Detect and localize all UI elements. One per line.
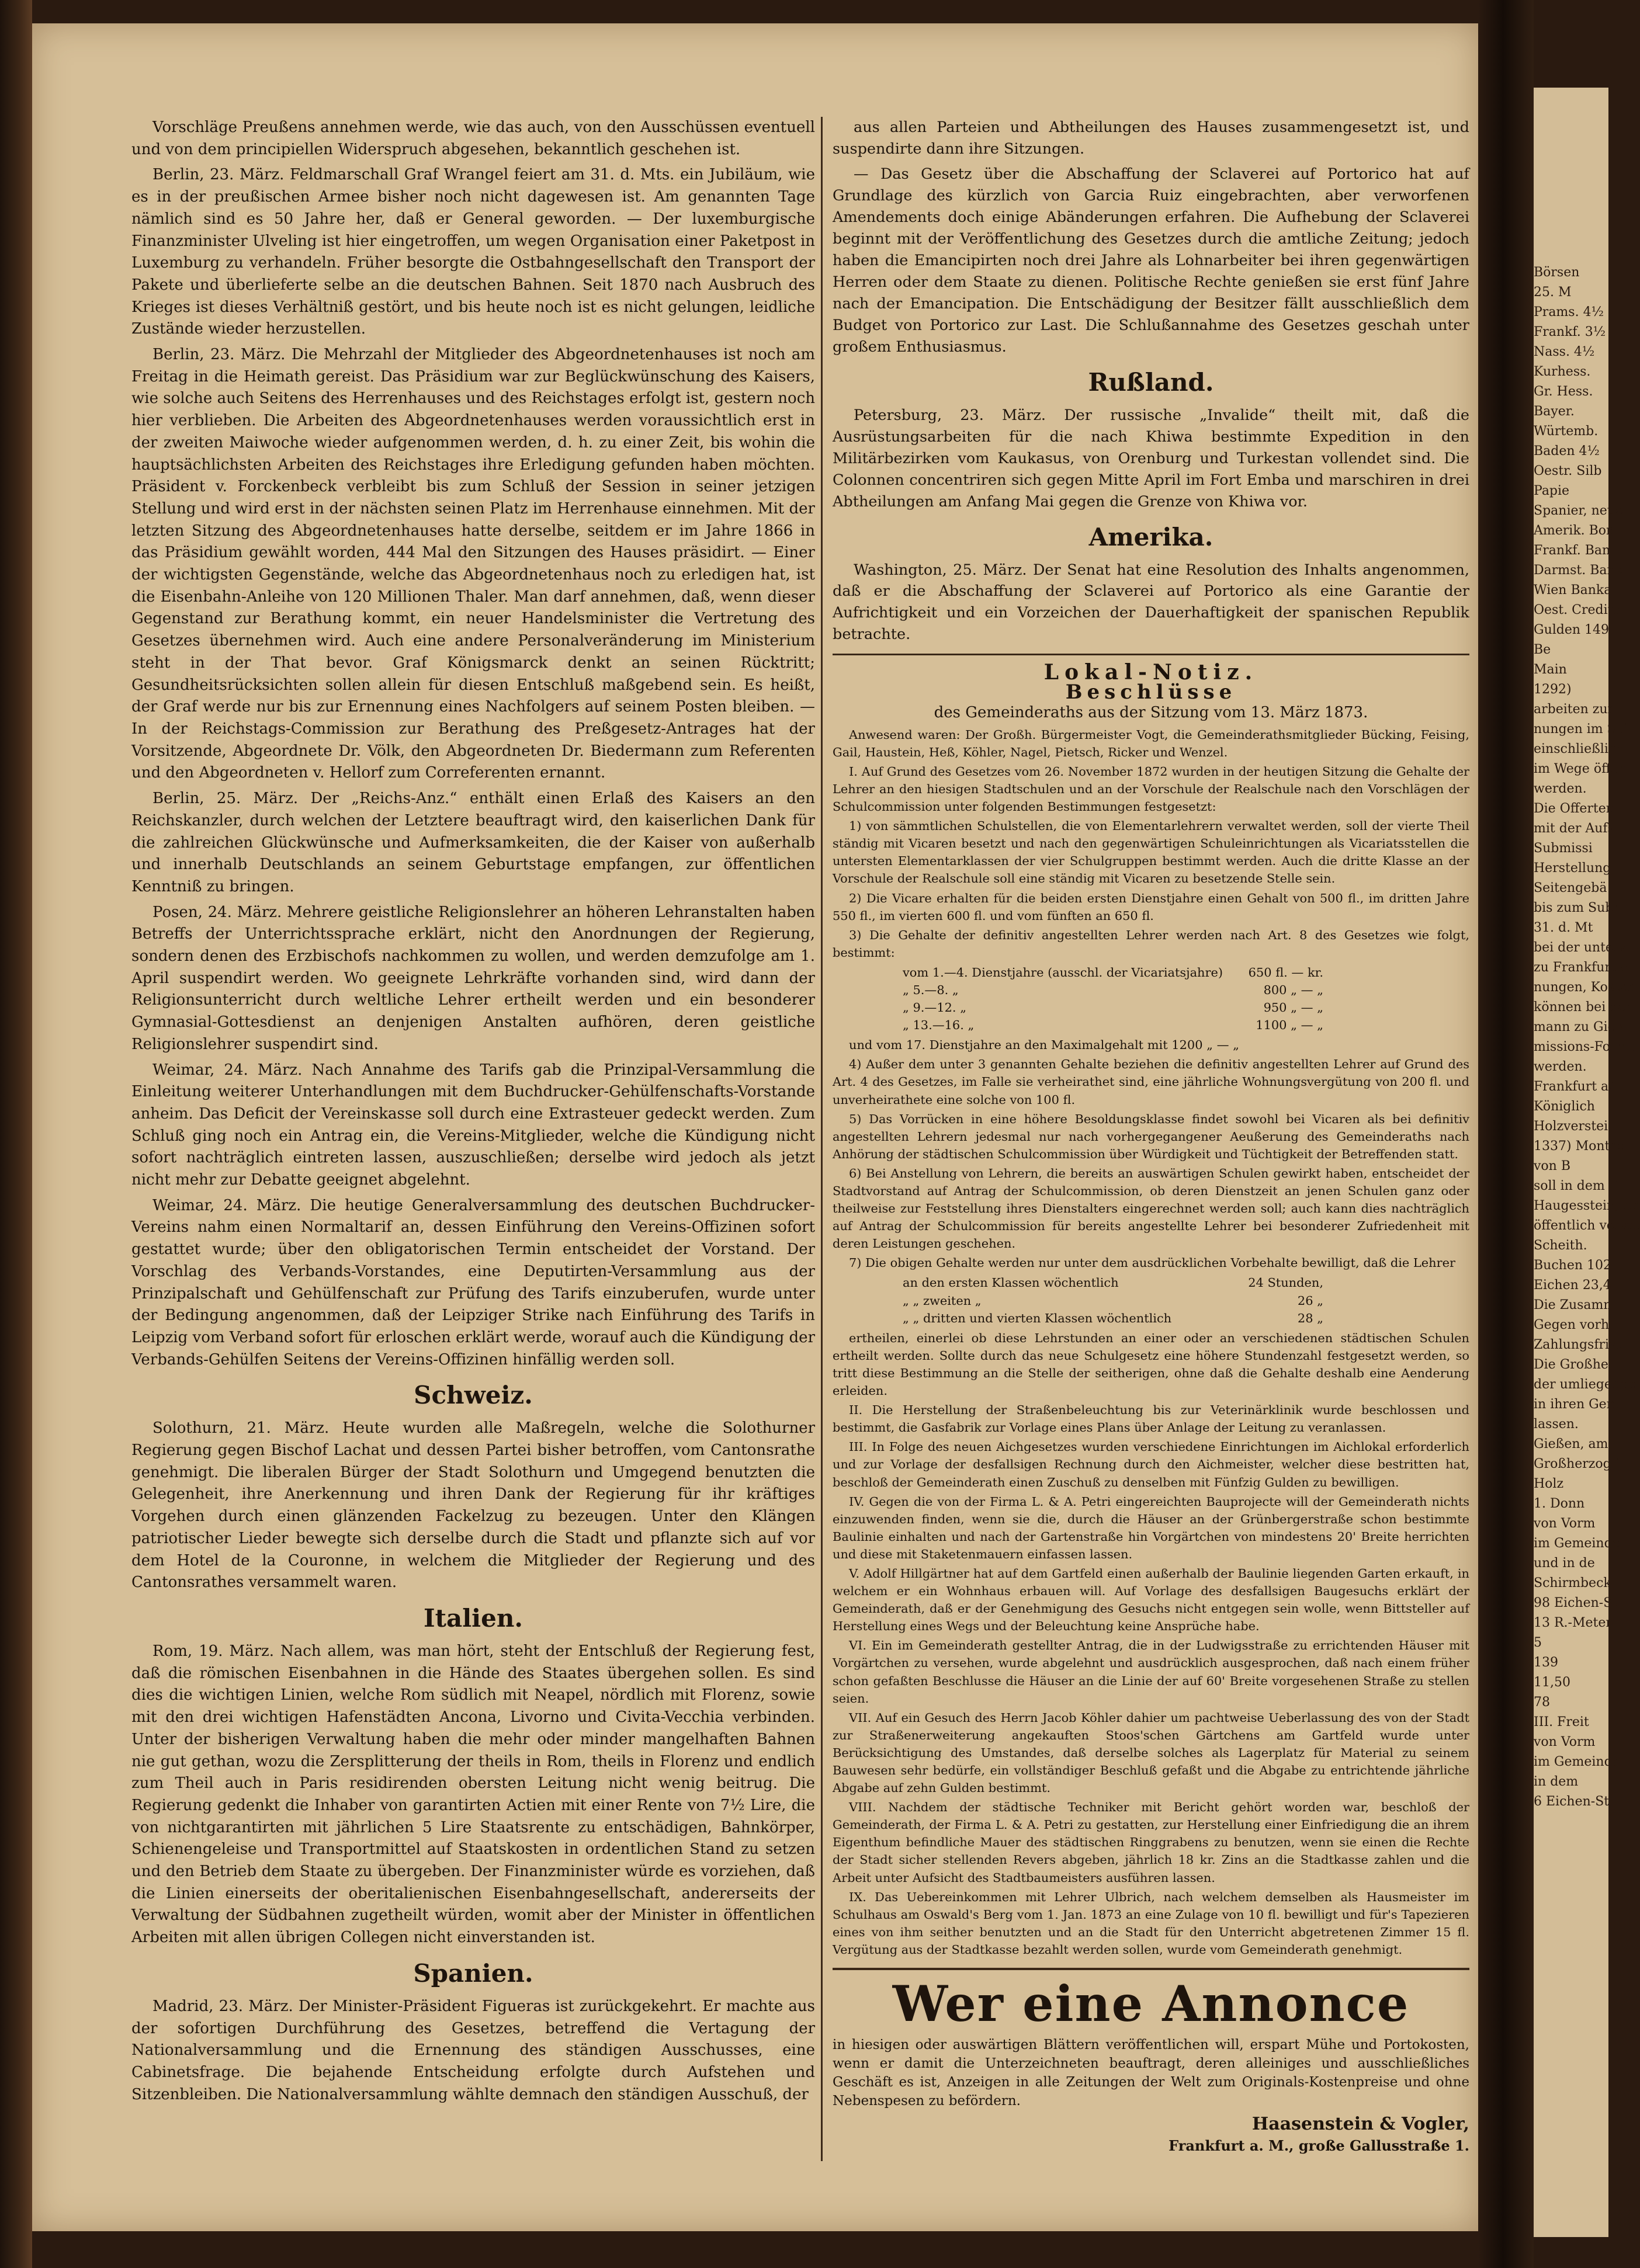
adjacent-fragment: missions-Formu — [1534, 1040, 1637, 1054]
adjacent-fragment: Eichen 23,4 — [1534, 1278, 1611, 1293]
adjacent-fragment: 139 — [1534, 1655, 1558, 1670]
adjacent-fragment: Spanier, neue — [1534, 503, 1623, 518]
adjacent-fragment: im Gemeinde — [1534, 1536, 1620, 1551]
book-spine — [0, 0, 32, 2268]
adjacent-fragment: bei der unterz — [1534, 940, 1627, 955]
section-heading-italien: Italien. — [423, 1604, 523, 1633]
adjacent-fragment: Buchen 102 — [1534, 1258, 1611, 1273]
notiz-paragraph: 7) Die obigen Gehalte werden nur unter dem ausdrücklichen Vorbehalte bewilligt, daß die Lehrer — [849, 1256, 1456, 1270]
salary-amount: 800 „ — „ — [1263, 982, 1323, 997]
adjacent-fragment: Darmst. Bank — [1534, 563, 1624, 578]
adjacent-fragment: arbeiten zur — [1534, 702, 1614, 717]
notiz-paragraph: 5) Das Vorrücken in eine höhere Besoldungsklasse findet sowohl bei Vicaren als bei definitiv angestellten Lehrern jedesmal nur nach vorhergegangener Aeußerung des Gemeinderaths nach Anhörung der städtischen Schulcommission über Würdigkeit und Tüchtigkeit der Betreffenden statt. — [833, 1112, 1469, 1161]
ad-headline: Wer eine Annonce — [892, 1975, 1410, 2033]
adjacent-fragment: 98 Eichen-St — [1534, 1596, 1618, 1610]
adjacent-fragment: 31. d. Mt — [1534, 921, 1593, 935]
hours-row — [903, 1292, 1323, 1310]
adjacent-fragment: Würtemb. — [1534, 424, 1599, 439]
adjacent-fragment: Scheith. — [1534, 1238, 1587, 1253]
adjacent-fragment: werden. — [1534, 782, 1587, 796]
adjacent-fragment: lassen. — [1534, 1417, 1579, 1432]
article-paragraph: — Das Gesetz über die Abschaffung der Sclaverei auf Portorico hat auf Grundlage des kürzlich von Garcia Ruiz eingebrachten, aber verworfenen Amendements doch einige Abänderungen erfahren. Die Aufhebung der Sclaverei beginnt mit der Veröffentlichung des Gesetzes durch die amtliche Zeitung; jedoch haben die Emancipirten noch drei Jahre als Lohnarbeiter bei ihren gegenwärtigen Herren oder dem Staate zu dienen. Politische Rechte genießen sie erst fünf Jahre nach der Emancipation. Die Entschädigung der Besitzer fällt ausschließlich dem Budget von Portorico zur Last. Die Schlußannahme des Gesetzes geschah unter großem Enthusiasmus. — [833, 165, 1469, 356]
salary-amount: 1100 „ — „ — [1256, 1018, 1323, 1033]
notiz-paragraph: VI. Ein im Gemeinderath gestellter Antrag, die in der Ludwigsstraße zu errichtenden Häuser mit Vorgärtchen zu versehen, wurde abgelehnt und ausdrücklich ausgesprochen, daß nach einem früher schon gefaßten Beschlusse die Häuser an die Linie der auf 60' Breite vorgesehenen Straße zu stellen seien. — [833, 1638, 1469, 1706]
adjacent-fragment: Holzverstei — [1534, 1119, 1608, 1134]
adjacent-fragment: in dem — [1534, 1774, 1579, 1789]
adjacent-fragment: mit der Aufs — [1534, 821, 1614, 836]
advertisement — [833, 1968, 1469, 2157]
adjacent-fragment: von Vorm — [1534, 1516, 1596, 1531]
adjacent-fragment: Haugesstein, no — [1534, 1199, 1639, 1213]
adjacent-fragment: bis zum Subm — [1534, 901, 1626, 915]
adjacent-fragment: 6 Eichen-St — [1534, 1794, 1610, 1809]
section-heading-schweiz: Schweiz. — [414, 1381, 533, 1410]
adjacent-fragment: öffentlich verste — [1534, 1218, 1640, 1233]
notiz-paragraph: 2) Die Vicare erhalten für die beiden ersten Dienstjahre einen Gehalt von 500 fl., im dritten Jahre 550 fl., im vierten 600 fl. und vom fünften an 650 fl. — [833, 891, 1469, 923]
adjacent-fragment: von Vorm — [1534, 1735, 1596, 1749]
adjacent-fragment: zu Frankfurt a — [1534, 960, 1628, 975]
section-heading-russland: Rußland. — [1088, 367, 1214, 397]
salary-row — [903, 981, 1323, 999]
salary-row — [903, 999, 1323, 1016]
notiz-date-line: des Gemeinderaths aus der Sitzung vom 13. März 1873. — [934, 703, 1368, 721]
notiz-paragraph: Anwesend waren: Der Großh. Bürgermeister Vogt, die Gemeinderathsmitglieder Bücking, Feising, Gail, Haustein, Heß, Köhler, Nagel, Pietsch, Ricker und Wenzel. — [833, 727, 1469, 759]
adjacent-fragment: Schirmbeck — [1534, 1576, 1611, 1590]
adjacent-fragment: werden. — [1534, 1060, 1587, 1074]
section-heading-spanien: Spanien. — [413, 1958, 533, 1988]
salary-amount: 650 fl. — kr. — [1248, 965, 1323, 980]
notiz-paragraph: ertheilen, einerlei ob diese Lehrstunden an einer oder an verschiedenen städtischen Schulen ertheilt werden. Sollte durch das neue Schulgesetz eine höhere Stundenzahl festgesetzt werden, so tritt diese Bestimmung an die Stelle der seitherigen, ohne daß die Gehalte deshalb eine Aenderung erleiden. — [833, 1331, 1469, 1398]
notiz-paragraph: 4) Außer dem unter 3 genannten Gehalte beziehen die definitiv angestellten Lehrer auf Grund des Art. 4 des Gesetzes, im Falle sie verheirathet sind, eine jährliche Wohnungsvergütung von 200 fl. und unverheirathete eine solche von 100 fl. — [833, 1057, 1469, 1107]
adjacent-fragment: 1292) — [1534, 682, 1572, 697]
article-paragraph: Rom, 19. März. Nach allem, was man hört, steht der Entschluß der Regierung fest, daß die römischen Eisenbahnen in die Hände des Staates übergehen sollen. Es sind dies die wichtigen Linien, welche Rom südlich mit Neapel, nördlich mit Florenz, sowie mit den drei wichtigen Hafenstädten Ancona, Livorno und Civita-Vecchia verbinden. Unter der bisherigen Verwaltung haben die mehr oder minder mangelhaften Bahnen nie gut gethan, wozu die Zersplitterung der theils in Rom, theils in Florenz und endlich zum Theil auch in Paris residirenden obersten Leitung nicht wenig beitrug. Die Regierung gedenkt die Inhaber von garantirten Actien mit einer Rente von 7½ Lire, die von nichtgarantirten mit jährlichen 5 Lire Staatsrente zu entschädigen, Bahnkörper, Schienengeleise und Transportmittel auf Staatskosten in ordentlichen Stand zu setzen und den Betrieb dem Staate zu übergeben. Der Finanzminister würde es vorziehen, daß die Linien einerseits der oberitalienischen Eisenbahngesellschaft, andererseits der Verwaltung der Südbahnen zugetheilt würden, womit aber der Minister in öffentlichen Arbeiten mit allen übrigen Collegen nicht einverstanden ist. — [131, 1642, 815, 1947]
adjacent-fragment: nungen im Sei — [1534, 722, 1628, 737]
notiz-subtitle: Beschlüsse — [1065, 680, 1237, 704]
adjacent-fragment: Be — [1534, 642, 1551, 657]
adjacent-fragment: im Gemeinde — [1534, 1755, 1620, 1769]
adjacent-fragment: Zahlungsfrist — [1534, 1338, 1621, 1352]
adjacent-fragment: Gegen vorh — [1534, 1318, 1610, 1332]
adjacent-fragment: Prams. 4½ — [1534, 305, 1604, 319]
adjacent-fragment: Holz — [1534, 1477, 1564, 1491]
ad-address: Frankfurt a. M., große Gallusstraße 1. — [1169, 2137, 1469, 2154]
notiz-paragraph: und vom 17. Dienstjahre an den Maximalgehalt mit 1200 „ — „ — [849, 1038, 1239, 1053]
adjacent-fragment: Königlich — [1534, 1099, 1595, 1114]
adjacent-fragment: nungen, Kosten — [1534, 980, 1636, 995]
notiz-paragraph: IX. Das Uebereinkommen mit Lehrer Ulbrich, nach welchem demselben als Hausmeister im Schulhaus am Oswald's Berg vom 1. Jan. 1873 an eine Zulage von 10 fl. bewilligt und für's Tapezieren eines von ihm seither benutzten und an die Stadt für den Unterricht abgetretenen Zimmer 15 fl. Vergütung aus der Stadtkasse bezahlt werden sollen, wurde vom Gemeinderath genehmigt. — [833, 1890, 1469, 1957]
adjacent-fragment: und in de — [1534, 1556, 1595, 1571]
hours-row — [903, 1274, 1323, 1291]
salary-amount: 950 „ — „ — [1263, 1001, 1323, 1015]
article-paragraph: Madrid, 23. März. Der Minister-Präsident Figueras ist zurückgekehrt. Er machte aus der sofortigen Durchführung des Gesetzes, betreffend die Vertagung der Nationalversammlung und die Ernennung des ständigen Ausschusses, eine Cabinetsfrage. Die bejahende Entscheidung erfolgte durch Aufstehen und Sitzenbleiben. Die Nationalversammlung wählte demnach den ständigen Ausschuß, der — [131, 1997, 815, 2103]
article-paragraph: Weimar, 24. März. Die heutige Generalversammlung des deutschen Buchdrucker-Vereins nahm einen Normaltarif an, dessen Einführung den Vereins-Offizinen sofort gestattet wurde; über den obligatorischen Termin entscheidet der Vorstand. Der Vorschlag des Verbands-Vorstandes, eine Deputirten-Versammlung aus der Prinzipalschaft und Gehülfenschaft zur Prüfung des Tarifs einzuberufen, wurde unter der Bedingung angenommen, daß der Leipziger Strike nach Einführung des Tarifs in Leipzig vom Verband sofort für erloschen erklärt werde, worauf auch die Kündigung der Verbands-Gehülfen Seitens der Vereins-Offizinen hinfällig werden soll. — [131, 1196, 815, 1369]
adjacent-fragment: Oest. Credita — [1534, 603, 1621, 617]
adjacent-fragment: Seitengebä — [1534, 881, 1607, 895]
salary-range: „ 13.—16. „ — [903, 1018, 975, 1033]
adjacent-fragment: Submissi — [1534, 841, 1593, 856]
adjacent-page-fragments — [1534, 263, 1640, 1812]
hours-value: 28 „ — [1297, 1311, 1323, 1325]
adjacent-fragment: Die Zusamm — [1534, 1298, 1616, 1312]
notiz-paragraph: 1) von sämmtlichen Schulstellen, die von Elementarlehrern verwaltet werden, soll der vierte Theil ständig mit Vicaren besetzt und nach den gegenwärtigen Schuleinrichtungen als Vicariatsstellen die untersten Elementarklassen der vier Schulgruppen bestimmt werden. Auch die dritte Klasse an der Vorschule der Realschule soll eine ständig mit Vicaren zu besetzende Stelle sein. — [833, 819, 1469, 886]
adjacent-fragment: Nass. 4½ — [1534, 345, 1595, 359]
notiz-paragraph: II. Die Herstellung der Straßenbeleuchtung bis zur Veterinärklinik wurde beschlossen und bestimmt, die Gasfabrik zur Vorlage eines Plans über Anlage der Leitung zu veranlassen. — [833, 1403, 1469, 1435]
article-paragraph: Solothurn, 21. März. Heute wurden alle Maßregeln, welche die Solothurner Regierung gegen Bischof Lachat und dessen Partei bisher betroffen, vom Cantonsrathe genehmigt. Die liberalen Bürger der Stadt Solothurn und Umgegend benutzten die Gelegenheit, ihre Anerkennung und ihren Dank der Regierung für ihr kräftiges Vorgehen durch einen glänzenden Fackelzug zu bezeugen. Unter den Klängen patriotischer Lieder bewegte sich derselbe durch die Stadt und pflanzte sich auf vor dem Hotel de la Couronne, in welchem die Mitglieder der Regierung und des Cantonsrathes versammelt waren. — [131, 1419, 815, 1592]
article-paragraph: Washington, 25. März. Der Senat hat eine Resolution des Inhalts angenommen, daß er die Abschaffung der Sclaverei auf Portorico als eine Garantie der Aufrichtigkeit und ein Vorzeichen der Dauerhaftigkeit der spanischen Republik betrachte. — [833, 561, 1469, 644]
article-paragraph: Posen, 24. März. Mehrere geistliche Religionslehrer an höheren Lehranstalten haben Betreffs der Unterrichtssprache erklärt, nicht den Anordnungen der Regierung, sondern denen des Erzbischofs nachkommen zu wollen, und werden demzufolge am 1. April suspendirt werden. Wo geeignete Lehrkräfte vorhanden sind, wird dann der Religionsunterricht durch weltliche Lehrer ertheilt werden und ein besonderer Gymnasial-Gottesdienst an denjenigen Anstalten aufhören, deren geistliche Religionslehrer suspendirt sind. — [131, 903, 815, 1053]
adjacent-fragment: von B — [1534, 1159, 1571, 1173]
adjacent-fragment: III. Freit — [1534, 1715, 1589, 1729]
notiz-paragraph: 6) Bei Anstellung von Lehrern, die bereits an auswärtigen Schulen gewirkt haben, entscheidet der Stadtvorstand auf Antrag der Schulcommission, ob deren Dienstzeit an jenen Schulen ganz oder theilweise zur Feststellung ihres Dienstalters eingerechnet werden soll; auch kann dies nachträglich auf Antrag der Schulcommission für bereits angestellte Lehrer bei besonderer Zufriedenheit mit deren Leistungen geschehen. — [833, 1166, 1469, 1251]
section-heading-amerika: Amerika. — [1088, 522, 1213, 551]
adjacent-fragment: 1. Donn — [1534, 1496, 1585, 1511]
lokal-notiz — [833, 654, 1469, 1958]
adjacent-fragment: Gießen, am — [1534, 1437, 1608, 1451]
hours-label: „ „ zweiten „ — [903, 1293, 982, 1308]
notiz-paragraph: VIII. Nachdem der städtische Techniker mit Bericht gehört worden war, beschloß der Gemeinderath, der Firma L. & A. Petri zu gestatten, zur Herstellung einer Einfriedigung die an ihrem Eigenthum befindliche Mauer des städtischen Ringgrabens zu benutzen, wenn sie einen die Rechte der Stadt sicher stellenden Revers abgeben, jährlich 18 kr. Zins an die Stadtkasse zahlen und die Arbeit unter Aufsicht des Stadtbaumeisters ausführen lassen. — [833, 1800, 1469, 1885]
adjacent-fragment: 13 R.-Meter — [1534, 1616, 1612, 1630]
adjacent-fragment: mann zu Gieß — [1534, 1020, 1624, 1034]
left-column — [131, 117, 815, 2109]
book-gutter — [1478, 0, 1534, 2268]
adjacent-page — [1534, 88, 1640, 2237]
notiz-paragraph: IV. Gegen die von der Firma L. & A. Petri eingereichten Bauprojecte will der Gemeinderath nichts einzuwenden finden, wenn sie die, durch die Häuser an der Grünbergerstraße schon bestimmte Baulinie einhalten und nach der Gartenstraße hin Vorgärtchen von mindestens 20' Breite herrichten und diese mit Staketenmauern einfassen lassen. — [833, 1494, 1469, 1561]
right-column — [833, 117, 1469, 2157]
article-paragraph: Berlin, 23. März. Feldmarschall Graf Wrangel feiert am 31. d. Mts. ein Jubiläum, wie es in der preußischen Armee bisher noch nicht dagewesen ist. Am genannten Tage nämlich sind es 50 Jahre her, daß er General geworden. — Der luxemburgische Finanzminister Ulveling ist hier eingetroffen, um wegen Organisation einer Paketpost in Luxemburg zu verhandeln. Früher besorgte die Ostbahngesellschaft den Transport der Pakete und überlieferte selbe an die deutschen Bahnen. Seit 1870 nach Ausbruch des Krieges ist dieses Verhältniß gestört, und bis heute noch ist es nicht gelungen, leidliche Zustände wieder herzustellen. — [131, 166, 815, 338]
article-paragraph: Berlin, 25. März. Der „Reichs-Anz.“ enthält einen Erlaß des Kaisers an den Reichskanzler, durch welchen der Letztere beauftragt wird, den kaiserlichen Dank für die zahlreichen Glückwünsche und Aufmerksamkeiten, die der Kaiser von außerhalb und innerhalb Deutschlands an seinem Geburtstage empfangen, zur öffentlichen Kenntniß zu bringen. — [131, 790, 815, 895]
adjacent-fragment: Die Großhe — [1534, 1357, 1608, 1372]
adjacent-fragment: Frankfurt a/ — [1534, 1079, 1613, 1094]
adjacent-fragment: Börsen — [1534, 265, 1580, 280]
notiz-paragraph: VII. Auf ein Gesuch des Herrn Jacob Köhler dahier um pachtweise Ueberlassung des von der Stadt zur Straßenerweiterung angekauften Stoos'schen Gärtchens am Gartfeld wurde unter Berücksichtigung des Umstandes, daß derselbe solches als Lagerplatz für Material zu seinem Bauwesen sehr bedürfe, ein vollständiger Beschluß gefaßt und die Abgabe zu entrichtende jährliche Abgabe auf zehn Gulden bestimmt. — [833, 1710, 1469, 1795]
salary-range: „ 5.—8. „ — [903, 982, 959, 997]
adjacent-fragment: 25. M — [1534, 285, 1572, 300]
notiz-paragraph: 3) Die Gehalte der definitiv angestellten Lehrer werden nach Art. 8 des Gesetzes wie folgt, bestimmt: — [833, 928, 1469, 960]
adjacent-fragment: Gr. Hess. — [1534, 384, 1593, 399]
adjacent-fragment: Main — [1534, 662, 1567, 677]
adjacent-fragment: 11,50 — [1534, 1675, 1570, 1690]
adjacent-fragment: Die Offerten — [1534, 801, 1614, 816]
adjacent-fragment: Frankf. Ban — [1534, 543, 1611, 558]
hours-row — [903, 1310, 1323, 1327]
adjacent-fragment: Bayer. — [1534, 404, 1575, 419]
adjacent-fragment: Frankf. 3½ — [1534, 325, 1606, 339]
column-divider — [821, 117, 823, 2161]
hours-table — [903, 1274, 1469, 1326]
salary-row — [903, 1016, 1323, 1034]
salary-range: „ 9.—12. „ — [903, 1001, 967, 1015]
hours-value: 26 „ — [1297, 1293, 1323, 1308]
article-paragraph: Weimar, 24. März. Nach Annahme des Tarifs gab die Prinzipal-Versammlung die Einleitung weiterer Unterhandlungen mit dem Buchdrucker-Gehülfenschafts-Vorstande anheim. Das Deficit der Vereinskasse soll durch eine Extrasteuer gedeckt werden. Zum Schluß ging noch ein Antrag ein, die Vereins-Mitglieder, welche die Kündigung nicht sofort nachträglich eintreten lassen, auszuschließen; derselbe wird jedoch als jetzt nicht mehr zur Debatte geeignet abgelehnt. — [131, 1061, 815, 1189]
adjacent-fragment: 1337) Montag — [1534, 1139, 1626, 1154]
salary-range: vom 1.—4. Dienstjahre (ausschl. der Vicariatsjahre) — [903, 965, 1223, 980]
adjacent-fragment: Oestr. Silb — [1534, 464, 1602, 478]
notiz-paragraph: V. Adolf Hillgärtner hat auf dem Gartfeld einen außerhalb der Baulinie liegenden Garten erkauft, in welchem er ein Wohnhaus erbauen will. Auf Vorlage des desfallsigen Baugesuchs erklärt der Gemeinderath, daß er der Genehmigung des Gesuchs nicht entgegen sein wolle, wenn Bittsteller auf Herstellung eines Wegs und der Beleuchtung keine Ansprüche habe. — [833, 1566, 1469, 1634]
adjacent-fragment: 78 — [1534, 1695, 1550, 1710]
adjacent-fragment: Kurhess. — [1534, 364, 1591, 379]
article-paragraph: aus allen Parteien und Abtheilungen des Hauses zusammengesetzt ist, und suspendirte dann ihre Sitzungen. — [833, 119, 1469, 158]
adjacent-fragment: Amerik. Bon — [1534, 523, 1615, 538]
ad-text: in hiesigen oder auswärtigen Blättern veröffentlichen will, erspart Mühe und Portokosten, wenn er damit die Unterzeichneten beauftragt, deren alleiniges und ausschließliches Geschäft es ist, Anzeigen in alle Zeitungen der Welt zum Originals-Kostenpreise und ohne Nebenspesen zu befördern. — [833, 2037, 1469, 2109]
notiz-title: Lokal-Notiz. — [1043, 660, 1258, 685]
adjacent-fragment: Wien Banka — [1534, 583, 1612, 598]
article-paragraph: Petersburg, 23. März. Der russische „Invalide“ theilt mit, daß die Ausrüstungsarbeiten für die nach Khiwa bestimmte Expedition in den Militärbezirken vom Kaukasus, von Orenburg und Turkestan vollendet sind. Die Colonnen concentriren sich gegen Mitte April im Fort Emba und marschiren in drei Abtheilungen am Anfang Mai gegen die Grenze von Khiwa vor. — [833, 406, 1469, 510]
adjacent-fragment: Papie — [1534, 484, 1570, 498]
adjacent-fragment: einschließlich — [1534, 742, 1624, 756]
hours-value: 24 Stunden, — [1248, 1276, 1323, 1290]
adjacent-fragment: der umliegende — [1534, 1377, 1636, 1392]
adjacent-fragment: in ihren Gem — [1534, 1397, 1619, 1412]
notiz-paragraph: III. In Folge des neuen Aichgesetzes wurden verschiedene Einrichtungen im Aichlokal erforderlich und zur Vorlage der desfallsigen Rechnung durch den Aichmeister, welcher diese bestritten hat, beschloß der Gemeinderath einen Zuschuß zu denselben mit Fünfzig Gulden zu bewilligen. — [833, 1440, 1469, 1489]
salary-table — [903, 964, 1469, 1034]
adjacent-fragment: Großherzogli — [1534, 1457, 1620, 1471]
adjacent-fragment: Herstellung — [1534, 861, 1611, 876]
adjacent-fragment: im Wege öffen — [1534, 762, 1627, 776]
ad-firm: Haasenstein & Vogler, — [1251, 2114, 1469, 2135]
adjacent-fragment: Gulden 149 — [1534, 623, 1610, 637]
hours-label: „ „ dritten und vierten Klassen wöchentlich — [903, 1311, 1172, 1325]
adjacent-fragment: soll in dem G — [1534, 1179, 1620, 1193]
adjacent-fragment: Baden 4½ — [1534, 444, 1600, 459]
hours-label: an den ersten Klassen wöchentlich — [903, 1276, 1119, 1290]
adjacent-fragment: 5 — [1534, 1635, 1542, 1650]
article-paragraph: Berlin, 23. März. Die Mehrzahl der Mitglieder des Abgeordnetenhauses ist noch am Freitag in die Heimath gereist. Das Präsidium war zur Beglückwünschung des Kaisers, wie solche auch Seitens des Herrenhauses und des Reichstages erfolgt ist, gestern noch hier verblieben. Die Arbeiten des Abgeordnetenhauses werden voraussichtlich erst in der zweiten Maiwoche wieder aufgenommen werden, d. h. zu einer Zeit, bis wohin die hauptsächlichsten Arbeiten des Reichstages ihre Erledigung gefunden haben möchten. Präsident v. Forckenbeck verbleibt bis zum Schluß der Session in seiner jetzigen Stellung und wird erst in der nächsten seinen Platz im Herrenhause einnehmen. Mit der letzten Sitzung des Abgeordnetenhauses hatte derselbe, seitdem er im Jahre 1866 in das Präsidium gewählt worden, 444 Mal den Sitzungen des Hauses präsidirt. — Einer der wichtigsten Gegenstände, welche das Abgeordnetenhaus noch zu erledigen hat, ist die Eisenbahn-Anleihe von 120 Millionen Thaler. Man darf annehmen, daß, wenn dieser Gegenstand zur Berathung kommt, ein neuer Handelsminister die Vertretung des Gesetzes übernehmen wird. Auch eine andere Personalveränderung im Ministerium steht in der That bevor. Graf Königsmarck denkt an seinen Rücktritt; Gesundheitsrücksichten sollen allein für diesen Entschluß maßgebend sein. Es heißt, der Graf werde nur bis zur Ernennung eines Nachfolgers auf seinem Posten bleiben. — In der Reichstags-Commission zur Berathung des Preßgesetz-Antrages hat der Vorsitzende, Abgeordnete Dr. Völk, den Abgeordneten Dr. Biedermann zum Referenten und den Abgeordneten v. Hellorf zum Correferenten ernannt. — [131, 346, 815, 782]
article-paragraph: Vorschläge Preußens annehmen werde, wie das auch, von den Ausschüssen eventuell und von dem principiellen Widerspruch abgesehen, bekanntlich geschehen ist. — [131, 119, 815, 158]
notiz-paragraph: I. Auf Grund des Gesetzes vom 26. November 1872 wurden in der heutigen Sitzung die Gehalte der Lehrer an den hiesigen Stadtschulen und an der Vorschule der Realschule nach den Vorschlägen der Schulcommission unter folgenden Bestimmungen festgesetzt: — [833, 764, 1469, 814]
adjacent-fragment: können bei dem — [1534, 1000, 1638, 1015]
salary-row — [903, 964, 1323, 981]
